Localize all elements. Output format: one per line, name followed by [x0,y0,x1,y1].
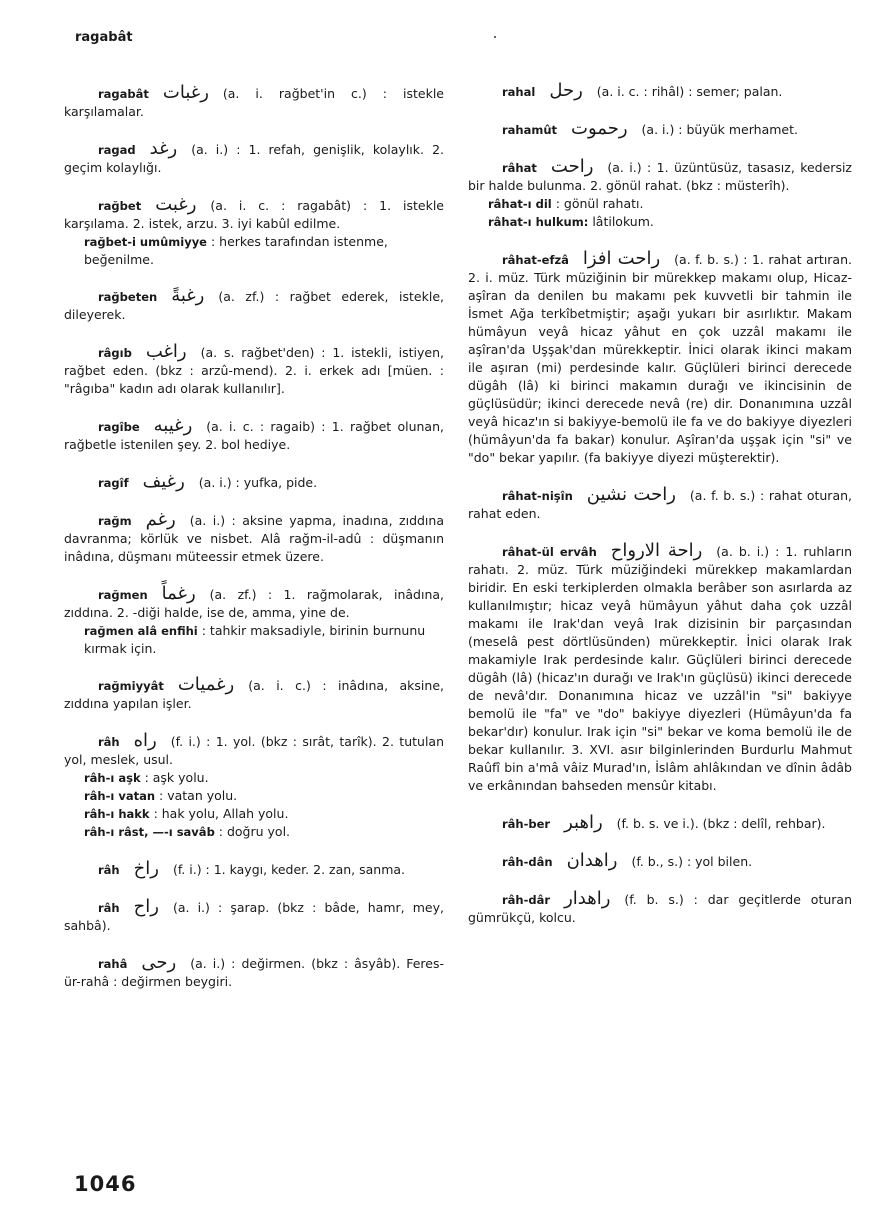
sub-entry [488,195,852,213]
entry-headword: rağbet [98,199,142,213]
entry-headword: rahamût [502,123,558,137]
dictionary-entry [64,860,444,879]
sub-entry [488,213,852,231]
sub-entry-definition: : hak yolu, Allah yolu. [153,806,289,821]
sub-entry-definition: : aşk yolu. [144,770,209,785]
stray-dot [494,36,496,38]
entry-arabic-script: راح [133,896,159,917]
dictionary-entry [64,287,444,324]
entry-arabic-script: رغبت [155,194,197,215]
dictionary-entry [64,343,444,398]
entry-definition: (a. i.) : aksine yapma, inadına, zıddına davranma; körlük ve nisbet. Alâ rağm-il-adû : düşmanın inâdına, düşmanı müteessir etmek üzere. [64,513,444,564]
entry-definition: (a. i. c. : rihâl) : semer; palan. [596,84,783,99]
entry-definition: (a. i. c. : ragaib) : 1. rağbet olunan, rağbetle istenilen şey. 2. bol hediye. [64,419,444,452]
dictionary-entry [468,852,852,871]
sub-entry-headword: râh-ı hakk [84,807,150,821]
entry-definition: (a. zf.) : 1. rağmolarak, inâdına, zıddına. 2. -diği halde, ise de, amma, yine de. [64,587,444,620]
entry-definition: (a. i.) : değirmen. (bkz : âsyâb). Feres-ür-rahâ : değirmen beygiri. [64,956,444,989]
entry-headword: ragad [98,143,136,157]
dictionary-entry [468,542,852,795]
sub-entry-headword: rağmen alâ enfihi [84,624,198,638]
dictionary-entry [64,676,444,713]
sub-entry-headword: râh-ı vatan [84,789,156,803]
dictionary-entry [64,585,444,657]
sub-entry-definition: : gönül rahatı. [555,196,644,211]
sub-entry-definition: : doğru yol. [218,824,291,839]
entry-headword: ragabât [98,87,149,101]
right-column [468,82,852,946]
sub-entry-definition: : herkes tarafından istenme, beğenilme. [84,234,388,267]
entry-arabic-script: رغميات [177,674,235,695]
entry-headword: rağbeten [98,290,158,304]
dictionary-entry [468,814,852,833]
sub-entry [84,823,444,841]
entry-definition: (f. i.) : 1. yol. (bkz : sırât, tarîk). 2. tutulan yol, meslek, usul. [64,734,444,767]
entry-arabic-script: رغيبه [153,415,193,436]
entry-definition: (a. f. b. s.) : 1. rahat artıran. 2. i. müz. Türk müziğinin bir mürekkep makamı olup, Hicaz-aşîran da denilen bu makamı pek kuvvetli bir tahmin ile İsmet Ağa terkîbetmiştir; aşağı yukarı bir asırlıktır. Makam hümâyun veyâ hicaz yâhut en çok uzzâl makamı ile aşîran'da Uşşak'dan mürekkeptir. İnici olarak ikinci makam ile aşıran (mi) perdesinde kalır. Güçlüleri birinci derecede dügâh (lâ) ki birinci makamın durağı ve ikincisinin de güçlüsüdür; ikinci derecede nevâ (re) dir. Donanımına uzzâl veyâ hicaz'ın si bakiyye-bemolü ile fa ve do bakiyye diyezleri (hümâyun'da fa bakar) konulur. Aşîran'da uşşak için "si" ve "do" bekar yapılır. (fa bakiyye diyezi müşterektir). [468,252,852,465]
dictionary-entry [64,511,444,566]
entry-arabic-script: رحل [549,80,583,101]
sub-entry [84,233,444,268]
dictionary-entry [64,732,444,841]
entry-definition: (f. b. s.) : dar geçitlerde oturan gümrükçü, kolcu. [468,892,852,925]
entry-arabic-script: راغب [145,341,187,362]
dictionary-entry [64,954,444,991]
entry-arabic-script: رغم [145,509,176,530]
entry-headword: ragîf [98,476,129,490]
entry-headword: râh-ber [502,817,551,831]
entry-definition: (f. b. s. ve i.). (bkz : delîl, rehbar). [616,816,826,831]
entry-definition: (a. i. c.) : inâdına, aksine, zıddına yapılan işler. [64,678,444,711]
sub-entry-headword: rağbet-i umûmiyye [84,235,207,249]
sub-entry-definition: : tahkir maksadiyle, birinin burnunu kırmak için. [84,623,426,656]
entry-arabic-script: راحت [550,156,594,177]
entry-arabic-script: راهدان [566,850,618,871]
entry-arabic-script: راهبر [564,812,603,833]
dictionary-entry [64,140,444,177]
entry-definition: (a. i. c. : ragabât) : 1. istekle karşılama. 2. istek, arzu. 3. iyi kabûl edilme. [64,198,444,231]
entry-arabic-script: راحة الارواح [610,540,703,561]
dictionary-entry [64,417,444,454]
entry-definition: (a. i.) : 1. refah, genişlik, kolaylık. 2. geçim kolaylığı. [64,142,444,175]
entry-definition: (a. s. rağbet'den) : 1. istekli, istiyen, rağbet eden. (bkz : arzû-mend). 2. i. erkek adı [müen. : "râgıba" kadın adı olarak kullanılır]. [64,345,444,396]
sub-entry [84,769,444,787]
entry-definition: (a. i.) : yufka, pide. [198,475,318,490]
entry-arabic-script: رغبات [162,82,209,103]
dictionary-entry [468,486,852,523]
entry-arabic-script: رغبةً [171,285,205,306]
entry-definition: (a. i. rağbet'in c.) : istekle karşılamalar. [64,86,444,119]
entry-definition: (a. b. i.) : 1. ruhların rahatı. 2. müz. Türk müziğindeki mürekkep makamlardan biridir. En eski terkiplerden olmakla berâber son asırlarda az kullanılmıştır; hicaz veyâ hümâyun yâhut daha çok uzzâl makamı ile Irak'dan veyâ Irak dizisinin bir parçasından (meselâ pest dörtlüsünden) mürekkeptir. İnici olarak Irak makamiyle Irak perdesinde kalır. Güçlüleri birinci derecede dügâh (lâ) (hicaz'ın durağı ve Irak'ın güçlüsü) ikinci derecede de nevâ'dır. Donanımına hicaz ve uzzâl'in "si" bakiyye bemolü ile "fa" ve "do" bakiyye diyezleri (Hümâyun'da fa bekar'dır) konulur. Irak için "si" bekar ve koma bemolü ile de bekar kullanılır. 3. XVI. asır bilginlerinden Burdurlu Mahmut Raûfî bin a'mâ vâiz Murad'ın, İslâm ahlâkından ve dînin âdâb ve erkânından bahseden mensûr kitabı. [468,544,852,793]
entry-arabic-script: راحت افزا [582,248,661,269]
entry-arabic-script: رغيف [142,471,185,492]
entry-definition: (a. f. b. s.) : rahat oturan, rahat eden. [468,488,853,521]
entry-arabic-script: راخ [133,858,159,879]
dictionary-entry [468,82,852,101]
entry-definition: (a. zf.) : rağbet ederek, istekle, dileyerek. [64,289,444,322]
sub-entry [84,787,444,805]
entry-definition: (a. i.) : şarap. (bkz : bâde, hamr, mey, sahbâ). [64,900,444,933]
sub-entry-definition: lâtilokum. [592,214,654,229]
dictionary-entry [64,196,444,268]
entry-arabic-script: رحموت [571,118,628,139]
entry-arabic-script: راهدار [564,888,611,909]
sub-entry-headword: râhat-ı hulkum: [488,215,589,229]
entry-headword: râhat [502,161,537,175]
sub-entry [84,622,444,657]
dictionary-entry [468,120,852,139]
entry-headword: rağmen [98,588,148,602]
entry-headword: rağmiyyât [98,679,164,693]
running-header: ragabât [75,30,133,45]
sub-entry-headword: râhat-ı dil [488,197,552,211]
entry-headword: râh-dâr [502,893,551,907]
entry-definition: (a. i.) : büyük merhamet. [641,122,798,137]
dictionary-entry [468,250,852,467]
entry-headword: râh [98,735,120,749]
entry-arabic-script: راه [133,730,157,751]
left-column [64,84,444,1010]
dictionary-entry [468,158,852,231]
sub-entry-definition: : vatan yolu. [159,788,238,803]
dictionary-entry [64,84,444,121]
entry-headword: râh-dân [502,855,553,869]
entry-definition: (a. i.) : 1. üzüntüsüz, tasasız, kedersiz bir halde bulunma. 2. gönül rahat. (bkz : müsterîh). [468,160,852,193]
entry-headword: râhat-nişîn [502,489,573,503]
entry-arabic-script: رحى [141,952,177,973]
sub-entry-headword: râh-ı râst, —-ı savâb [84,825,215,839]
entry-arabic-script: رغماً [161,583,196,604]
entry-headword: rağm [98,514,132,528]
entry-headword: râgıb [98,346,132,360]
entry-headword: rahâ [98,957,128,971]
entry-definition: (f. i.) : 1. kaygı, keder. 2. zan, sanma. [172,862,406,877]
dictionary-entry [468,890,852,927]
sub-entry-headword: râh-ı aşk [84,771,141,785]
entry-headword: râh [98,901,120,915]
entry-arabic-script: رغد [149,138,178,159]
entry-definition: (f. b., s.) : yol bilen. [631,854,753,869]
entry-headword: ragîbe [98,420,140,434]
sub-entry [84,805,444,823]
dictionary-entry [64,473,444,492]
entry-headword: râh [98,863,120,877]
page-number: 1046 [74,1172,137,1196]
dictionary-entry [64,898,444,935]
entry-arabic-script: راحت نشين [586,484,676,505]
entry-headword: râhat-efzâ [502,253,569,267]
entry-headword: râhat-ül ervâh [502,545,597,559]
entry-headword: rahal [502,85,536,99]
